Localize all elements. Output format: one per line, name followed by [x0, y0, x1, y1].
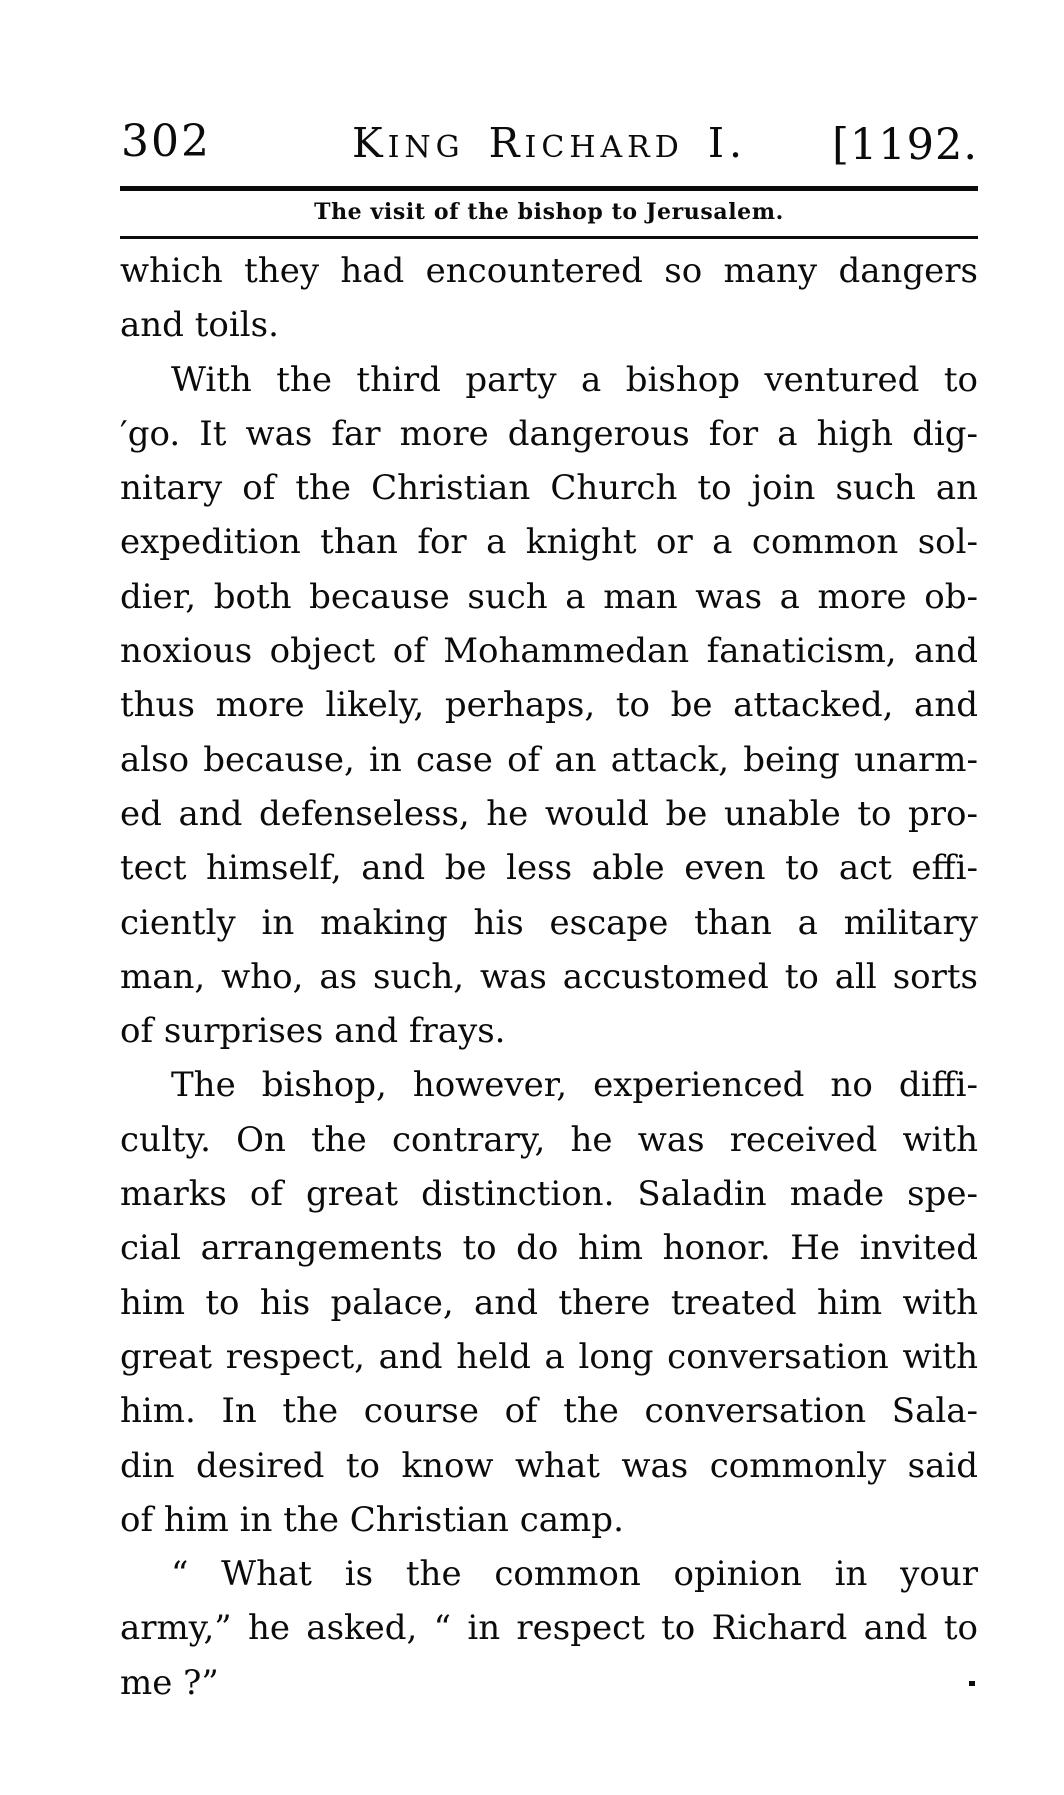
header-rule-top [120, 186, 978, 191]
text-line: also because, in case of an attack, being unarm- [120, 739, 978, 780]
text-line: ′go. It was far more dangerous for a high dig- [120, 413, 978, 454]
text-line: me ?” [120, 1662, 219, 1703]
text-line: “ What is the common opinion in your [171, 1554, 978, 1595]
text-line: With the third party a bishop ventured to [171, 359, 978, 400]
text-line: of surprises and frays. [120, 1011, 506, 1052]
text-line: and toils. [120, 305, 279, 346]
text-line: of him in the Christian camp. [120, 1499, 624, 1540]
header-rule-bottom [120, 236, 978, 239]
text-line: ed and defenseless, he would be unable to pro- [120, 793, 978, 834]
text-line: him. In the course of the conversation Sala- [120, 1391, 978, 1432]
section-caption: The visit of the bishop to Jerusalem. [314, 199, 784, 225]
text-line: dier, both because such a man was a more ob- [120, 576, 978, 617]
title-word: RICHARD [488, 119, 684, 167]
text-line: ciently in making his escape than a military [120, 902, 978, 943]
text-line: The bishop, however, experienced no diffi- [171, 1065, 978, 1106]
running-head [121, 116, 978, 170]
text-line: din desired to know what was commonly said [120, 1445, 978, 1486]
text-line: marks of great distinction. Saladin made spe- [120, 1174, 978, 1215]
text-line: cial arrangements to do him honor. He invited [120, 1228, 978, 1269]
text-line: great respect, and held a long conversation with [120, 1336, 978, 1377]
text-line: expedition than for a knight or a common sol- [120, 522, 978, 563]
year-marker: [1192. [832, 120, 978, 170]
text-line: nitary of the Christian Church to join such an [120, 468, 978, 509]
body-text [120, 244, 978, 1710]
text-line: noxious object of Mohammedan fanaticism, and [120, 631, 978, 672]
text-line: culty. On the contrary, he was received with [120, 1119, 978, 1160]
text-line: tect himself, and be less able even to act effi- [120, 848, 978, 889]
text-line: man, who, as such, was accustomed to all sorts [120, 956, 978, 997]
text-line: thus more likely, perhaps, to be attacked, and [120, 685, 978, 726]
text-line: which they had encountered so many dangers [120, 251, 978, 291]
text-line: army,” he asked, “ in respect to Richard and to [120, 1608, 978, 1649]
page-title [351, 119, 748, 167]
title-word: KING [351, 119, 465, 167]
scan-speck-artifact [969, 1681, 975, 1686]
page-number: 302 [121, 116, 211, 167]
text-line: him to his palace, and there treated him with [120, 1282, 978, 1323]
title-word: I. [707, 119, 748, 167]
